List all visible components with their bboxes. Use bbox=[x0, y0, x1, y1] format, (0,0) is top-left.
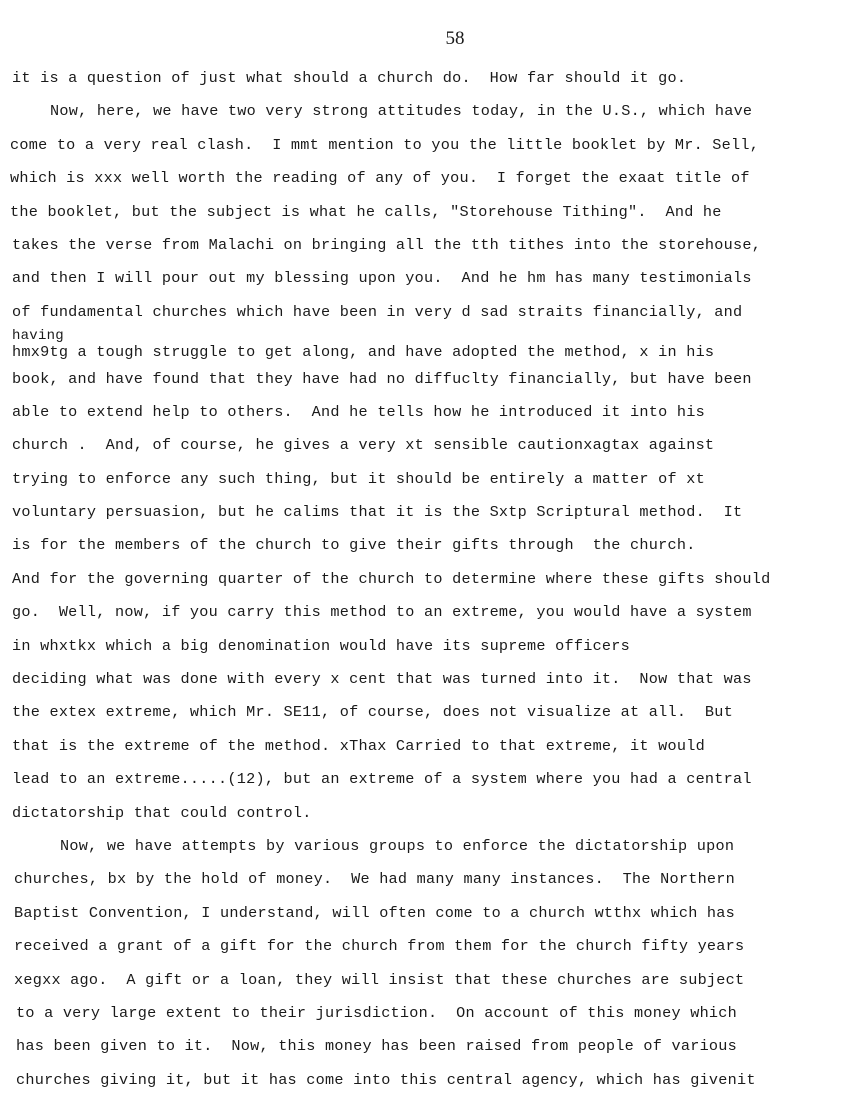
line-text: come to a very real clash. I mmt mention to you the little booklet by Mr. Sell, bbox=[10, 135, 760, 154]
line-text: of fundamental churches which have been in very d sad straits financially, and bbox=[12, 302, 743, 321]
text-line bbox=[0, 95, 854, 128]
text-line bbox=[0, 763, 854, 796]
line-text: that is the extreme of the method. xThax Carried to that extreme, it would bbox=[12, 736, 705, 755]
text-line bbox=[0, 196, 854, 229]
line-text: go. Well, now, if you carry this method to an extreme, you would have a system bbox=[12, 603, 752, 622]
line-text: received a grant of a gift for the church from them for the church fifty years bbox=[14, 937, 745, 956]
line-text: it is a question of just what should a church do. How far should it go. bbox=[12, 69, 687, 87]
line-text: hmx9tg a tough struggle to get along, and have adopted the method, x in his bbox=[12, 342, 715, 361]
line-text: to a very large extent to their jurisdiction. On account of this money which bbox=[16, 1003, 738, 1022]
line-text: churches, bx by the hold of money. We had many many instances. The Northern bbox=[14, 870, 736, 889]
line-text: the booklet, but the subject is what he calls, "Storehouse Tithing". And he bbox=[10, 202, 722, 221]
text-line bbox=[0, 964, 854, 997]
text-line bbox=[0, 1064, 854, 1097]
text-line bbox=[0, 997, 854, 1030]
text-line bbox=[0, 596, 854, 629]
text-line bbox=[0, 463, 854, 496]
page-number: 58 bbox=[445, 28, 465, 49]
text-line bbox=[0, 696, 854, 729]
text-line bbox=[0, 296, 854, 329]
text-line bbox=[0, 396, 854, 429]
text-line bbox=[0, 797, 854, 830]
line-text: the extex extreme, which Mr. SE11, of course, does not visualize at all. But bbox=[12, 703, 734, 722]
line-text: takes the verse from Malachi on bringing all the tth tithes into the storehouse, bbox=[12, 235, 762, 254]
text-line bbox=[0, 830, 854, 863]
line-text: in whxtkx which a big denomination would have its supreme officers bbox=[12, 636, 631, 655]
line-text: which is xxx well worth the reading of any of you. I forget the exaat title of bbox=[10, 169, 750, 188]
line-text: trying to enforce any such thing, but it should be entirely a matter of xt bbox=[12, 469, 705, 488]
line-text: is for the members of the church to give their gifts through the church. bbox=[12, 536, 696, 555]
text-line bbox=[0, 329, 854, 362]
text-line bbox=[0, 262, 854, 295]
line-text: Now, we have attempts by various groups to enforce the dictatorship upon bbox=[60, 836, 735, 855]
text-line bbox=[0, 663, 854, 696]
text-line bbox=[0, 229, 854, 262]
text-line bbox=[0, 62, 854, 95]
text-line bbox=[0, 563, 854, 596]
line-text: and then I will pour out my blessing upon you. And he hm has many testimonials bbox=[12, 269, 752, 288]
line-text: Now, here, we have two very strong attitudes today, in the U.S., which have bbox=[50, 102, 753, 121]
text-line bbox=[0, 529, 854, 562]
document-body bbox=[0, 62, 854, 1097]
line-text: voluntary persuasion, but he calims that it is the Sxtp Scriptural method. It bbox=[12, 503, 743, 522]
text-line bbox=[0, 162, 854, 195]
line-text: dictatorship that could control. bbox=[12, 803, 312, 822]
text-line bbox=[0, 930, 854, 963]
line-text: able to extend help to others. And he tells how he introduced it into his bbox=[12, 402, 705, 421]
text-line bbox=[0, 863, 854, 896]
text-line bbox=[0, 897, 854, 930]
text-line bbox=[0, 1030, 854, 1063]
text-line bbox=[0, 496, 854, 529]
line-text: deciding what was done with every x cent that was turned into it. Now that was bbox=[12, 670, 752, 689]
line-text: Baptist Convention, I understand, will often come to a church wtthx which has bbox=[14, 903, 736, 922]
text-line bbox=[0, 363, 854, 396]
line-text: book, and have found that they have had no diffuclty financially, but have been bbox=[12, 369, 752, 388]
interlinear-note: having bbox=[12, 329, 64, 345]
text-line bbox=[0, 730, 854, 763]
line-text: churches giving it, but it has come into this central agency, which has givenit bbox=[16, 1070, 756, 1089]
line-text: church . And, of course, he gives a very xt sensible cautionxagtax against bbox=[12, 436, 715, 455]
text-line bbox=[0, 129, 854, 162]
line-text: lead to an extreme.....(12), but an extreme of a system where you had a central bbox=[12, 770, 752, 789]
line-text: And for the governing quarter of the church to determine where these gifts should bbox=[12, 569, 771, 588]
text-line bbox=[0, 630, 854, 663]
line-text: has been given to it. Now, this money has been raised from people of various bbox=[16, 1037, 738, 1056]
text-line bbox=[0, 429, 854, 462]
line-text: xegxx ago. A gift or a loan, they will insist that these churches are subject bbox=[14, 970, 745, 989]
